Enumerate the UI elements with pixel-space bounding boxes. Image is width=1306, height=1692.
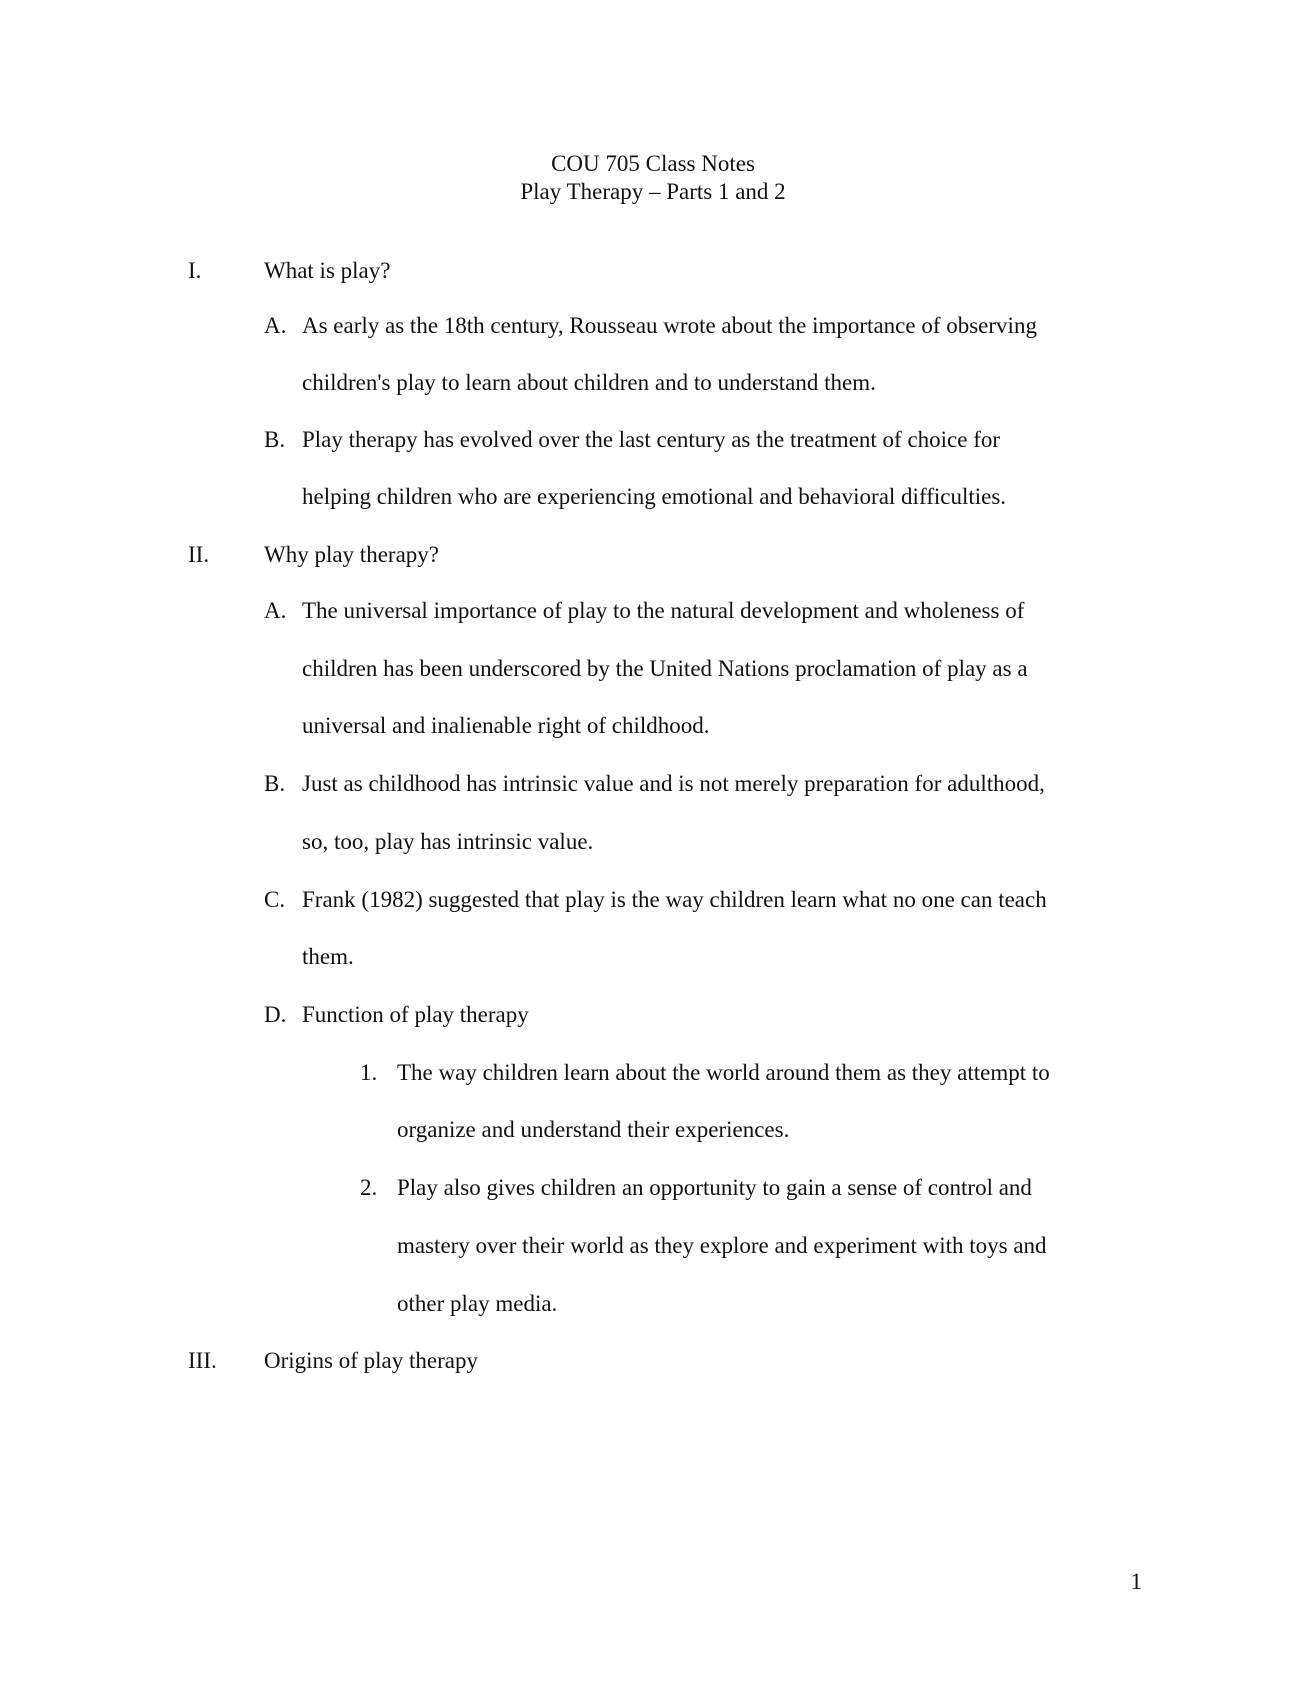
section-heading: What is play? [264,258,391,283]
item-line: Just as childhood has intrinsic value and is not merely preparation for adulthood, [302,771,1045,796]
subitem-marker: 1. [360,1060,378,1085]
section-heading: Origins of play therapy [264,1348,478,1373]
item-marker: B. [264,427,286,452]
item-marker: A. [264,313,287,338]
subitem-marker: 2. [360,1175,378,1200]
item-marker: C. [264,887,286,912]
document-subtitle: Play Therapy – Parts 1 and 2 [520,179,786,204]
item-marker: A. [264,598,287,623]
item-line: Function of play therapy [302,1002,529,1027]
item-line: helping children who are experiencing emotional and behavioral difficulties. [302,484,1007,509]
document-title: COU 705 Class Notes [551,151,755,176]
subitem-line: other play media. [397,1291,558,1316]
item-line: As early as the 18th century, Rousseau wrote about the importance of observing [302,313,1037,338]
item-line: them. [302,944,354,969]
item-line: Frank (1982) suggested that play is the way children learn what no one can teach [302,887,1047,912]
page-number: 1 [1130,1569,1142,1594]
item-marker: D. [264,1002,287,1027]
section-numeral: III. [188,1348,217,1373]
item-line: Play therapy has evolved over the last century as the treatment of choice for [302,427,1001,452]
subitem-line: Play also gives children an opportunity to gain a sense of control and [397,1175,1032,1200]
subitem-line: mastery over their world as they explore and experiment with toys and [397,1233,1047,1258]
section-numeral: I. [188,258,202,283]
title-block [0,150,1306,206]
subitem-line: organize and understand their experiences. [397,1117,790,1142]
item-line: so, too, play has intrinsic value. [302,829,594,854]
subitem-line: The way children learn about the world around them as they attempt to [397,1060,1050,1085]
item-line: children has been underscored by the United Nations proclamation of play as a [302,656,1028,681]
item-line: universal and inalienable right of childhood. [302,713,710,738]
item-marker: B. [264,771,286,796]
section-numeral: II. [188,542,210,567]
item-line: children's play to learn about children and to understand them. [302,370,876,395]
item-line: The universal importance of play to the natural development and wholeness of [302,598,1025,623]
section-heading: Why play therapy? [264,542,439,567]
